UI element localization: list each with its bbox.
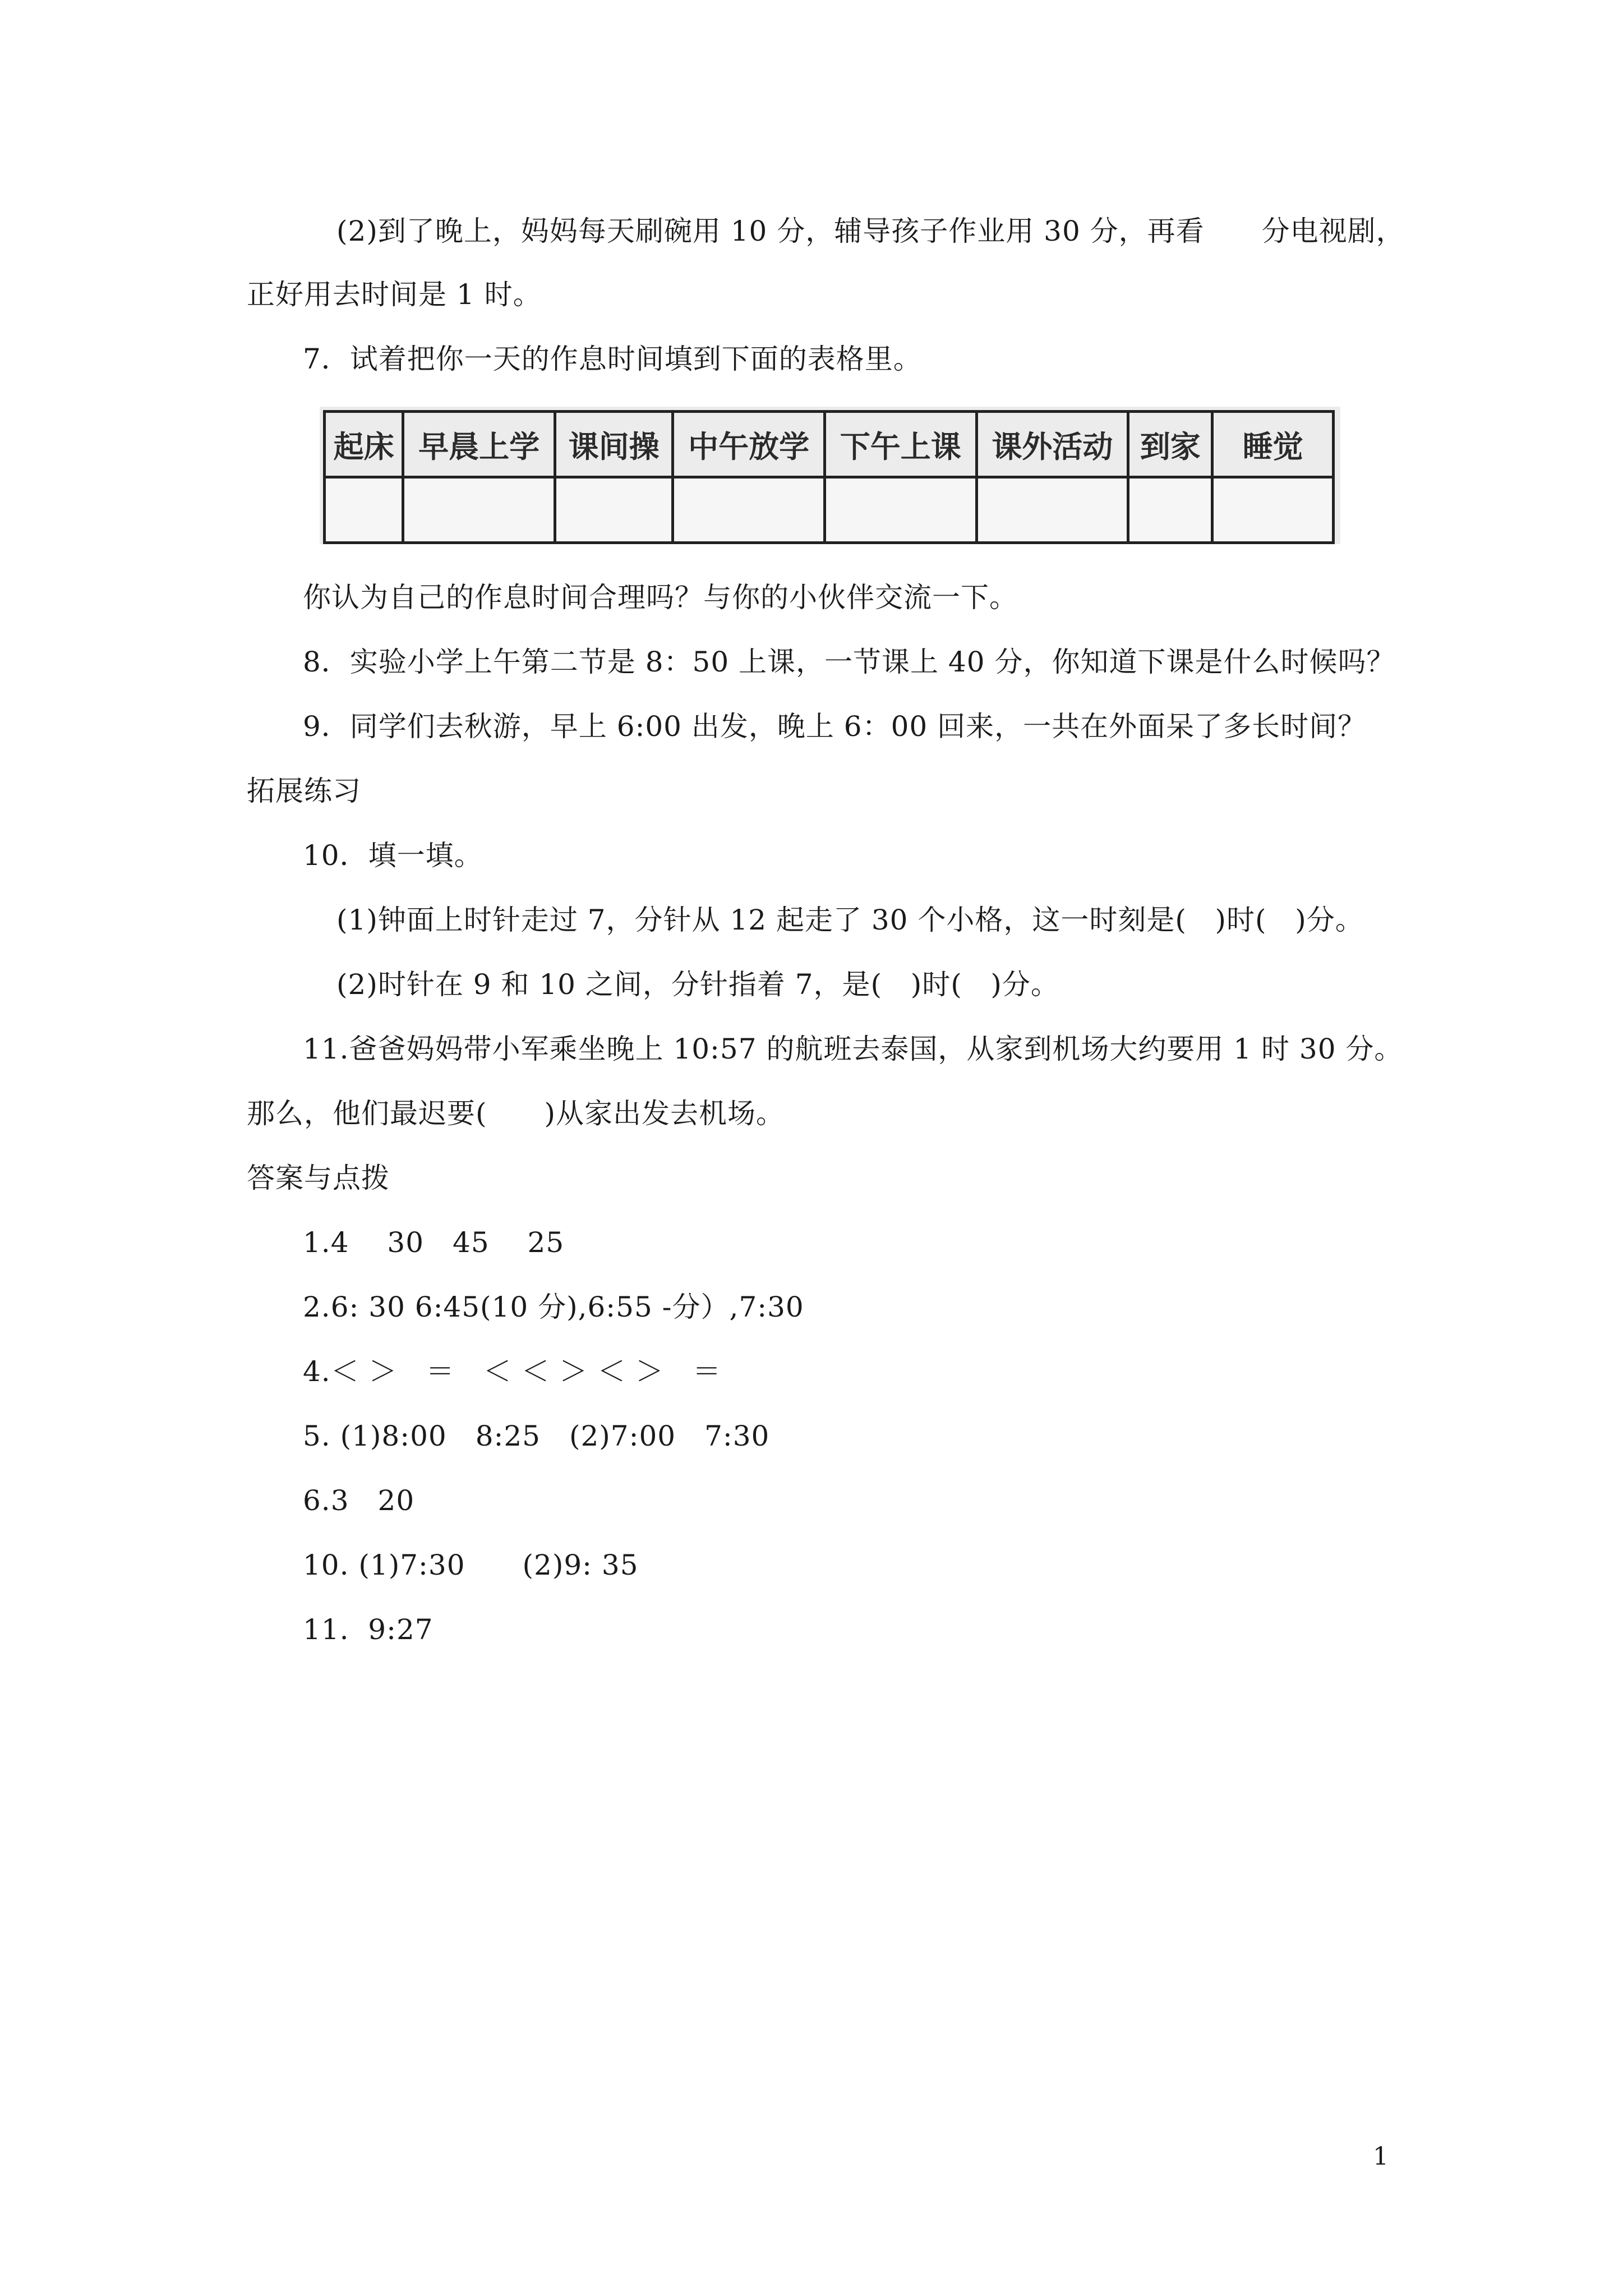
answer-11: 11. 9:27: [303, 1613, 434, 1646]
page-number: 1: [1373, 2142, 1389, 2171]
question-6-2-line-1: (2)到了晚上，妈妈每天刷碗用 10 分，辅导孩子作业用 30 分，再看 分电视剧，: [336, 215, 1405, 247]
question-10: 10．填一填。: [303, 839, 483, 872]
schedule-header-cell: 中午放学: [673, 412, 825, 477]
answer-4: 4.＜ ＞ ＝ ＜ ＜ ＞ ＜ ＞ ＝: [303, 1355, 722, 1388]
schedule-header-cell: 课外活动: [976, 412, 1128, 477]
answer-1: 1.4 30 45 25: [303, 1226, 565, 1259]
question-9: 9．同学们去秋游，早上 6:00 出发，晚上 6：00 回来，一共在外面呆了多长时间？: [303, 710, 1367, 743]
question-11-line-2: 那么，他们最迟要( )从家出发去机场。: [247, 1097, 785, 1130]
question-7: 7．试着把你一天的作息时间填到下面的表格里。: [303, 343, 922, 375]
section-heading-extend: 拓展练习: [247, 775, 361, 807]
question-6-2-line-2: 正好用去时间是 1 时。: [247, 278, 542, 311]
schedule-header-row: [325, 412, 1334, 477]
schedule-entry-row: [325, 477, 1334, 543]
question-7-note: 你认为自己的作息时间合理吗？与你的小伙伴交流一下。: [303, 581, 1018, 614]
answer-6: 6.3 20: [303, 1484, 415, 1517]
answer-2: 2.6: 30 6:45(10 分),6:55 -分）,7:30: [303, 1291, 804, 1323]
section-heading-answers: 答案与点拨: [247, 1162, 390, 1194]
schedule-empty-cell: [325, 477, 403, 543]
schedule-header-cell: 课间操: [555, 412, 672, 477]
answer-10: 10. (1)7:30 (2)9: 35: [303, 1549, 639, 1581]
schedule-empty-cell: [403, 477, 555, 543]
schedule-header-cell: 起床: [325, 412, 403, 477]
schedule-header-cell: 睡觉: [1212, 412, 1334, 477]
question-10-2: (2)时针在 9 和 10 之间，分针指着 7，是( )时( )分。: [336, 968, 1059, 1001]
schedule-header-cell: 到家: [1128, 412, 1212, 477]
schedule-table-image: [320, 407, 1340, 544]
schedule-empty-cell: [1128, 477, 1212, 543]
question-10-1: (1)钟面上时针走过 7，分针从 12 起走了 30 个小格，这一时刻是( )时( )分。: [336, 904, 1364, 936]
schedule-empty-cell: [976, 477, 1128, 543]
schedule-table: [323, 410, 1335, 544]
schedule-empty-cell: [555, 477, 672, 543]
schedule-header-cell: 下午上课: [824, 412, 976, 477]
schedule-empty-cell: [824, 477, 976, 543]
question-8: 8．实验小学上午第二节是 8：50 上课，一节课上 40 分，你知道下课是什么时候吗？: [303, 646, 1395, 678]
schedule-empty-cell: [673, 477, 825, 543]
schedule-header-cell: 早晨上学: [403, 412, 555, 477]
answer-5: 5. (1)8:00 8:25 (2)7:00 7:30: [303, 1420, 770, 1452]
question-11-line-1: 11.爸爸妈妈带小军乘坐晚上 10:57 的航班去泰国，从家到机场大约要用 1 时 30 分。: [303, 1033, 1403, 1065]
schedule-empty-cell: [1212, 477, 1334, 543]
